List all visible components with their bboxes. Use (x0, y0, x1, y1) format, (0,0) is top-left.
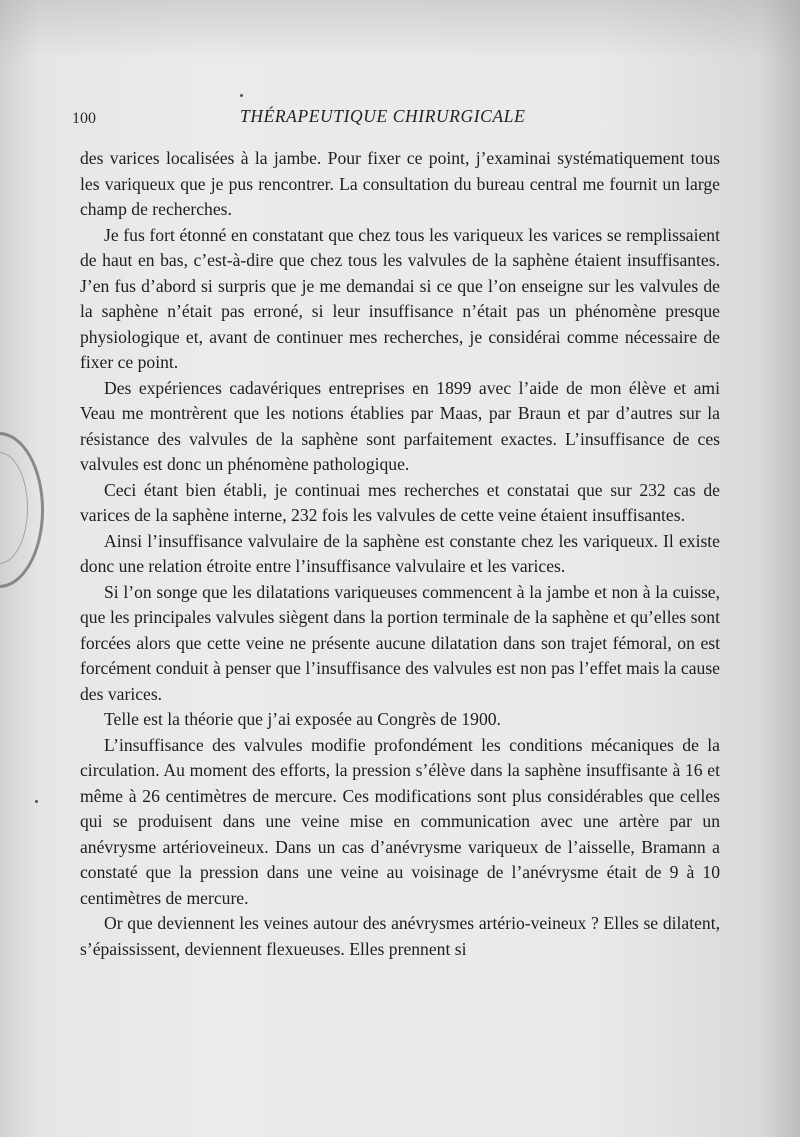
paragraph-7: Telle est la théorie que j’ai exposée au Congrès de 1900. (104, 709, 501, 729)
paragraph-3: Des expériences cadavériques entreprises en 1899 avec l’aide de mon élève et ami Veau me montrèrent que les notions établies par Maas, par Braun et par d’autres sur la résistance des valvules de la saphène sont parfaitement exactes. L’insuffisance de ces valvules est donc un phénomène pathologique. (80, 377, 720, 474)
speck (35, 800, 38, 803)
body-text (80, 146, 720, 962)
paragraph-8: L’insuffisance des valvules modifie profondément les conditions mécaniques de la circulation. Au moment des efforts, la pression s’élève dans la saphène insuffisante à 16 et même à 26 centimètres de mercure. Ces modifications sont plus considérables que celles qui se produisent dans une veine mise en communication avec une artère par un anévrysme artérioveineux. Dans un cas d’anévrysme variqueux de l’aisselle, Bramann a constaté que la pression dans une veine au voisinage de l’anévrysme était de 9 à 10 centimètres de mercure. (80, 734, 720, 908)
page-shading (0, 0, 800, 60)
paragraph-4: Ceci étant bien établi, je continuai mes recherches et constatai que sur 232 cas de varices de la saphène interne, 232 fois les valvules de cette veine étaient insuffisantes. (80, 479, 720, 525)
page-header (72, 106, 722, 132)
paragraph-2: Je fus fort étonné en constatant que chez tous les variqueux les varices se remplissaient de haut en bas, c’est-à-dire que chez tous les valvules de la saphène étaient insuffisantes. J’en fus d’abord si surpris que je me demandai si ce que l’on enseigne sur les valvules de la saphène n’était pas erroné, si leur insuffisance n’était pas un phénomène presque physiologique et, avant de continuer mes recherches, je considérai comme nécessaire de fixer ce point. (80, 224, 720, 372)
paragraph-9: Or que deviennent les veines autour des anévrysmes artério-veineux ? Elles se dilatent, s’épaississent, deviennent flexueuses. Elles prennent si (80, 913, 720, 959)
speck (240, 94, 243, 97)
paragraph-1: des varices localisées à la jambe. Pour fixer ce point, j’examinai systématiquement tous les variqueux que je pus rencontrer. La consultation du bureau central me fournit un large champ de recherches. (80, 148, 720, 219)
page-number: 100 (72, 110, 96, 127)
paragraph-5: Ainsi l’insuffisance valvulaire de la saphène est constante chez les variqueux. Il existe donc une relation étroite entre l’insuffisance valvulaire et les varices. (80, 530, 720, 576)
running-title: THÉRAPEUTIQUE CHIRURGICALE (240, 106, 526, 126)
paragraph-6: Si l’on songe que les dilatations variqueuses commencent à la jambe et non à la cuisse, que les principales valvules siègent dans la portion terminale de la saphène et qu’elles sont forcées alors que cette veine ne présente aucune dilatation dans son trajet fémoral, on est forcément conduit à penser que l’insuffisance des valvules est non pas l’effet mais la cause des varices. (80, 581, 720, 704)
